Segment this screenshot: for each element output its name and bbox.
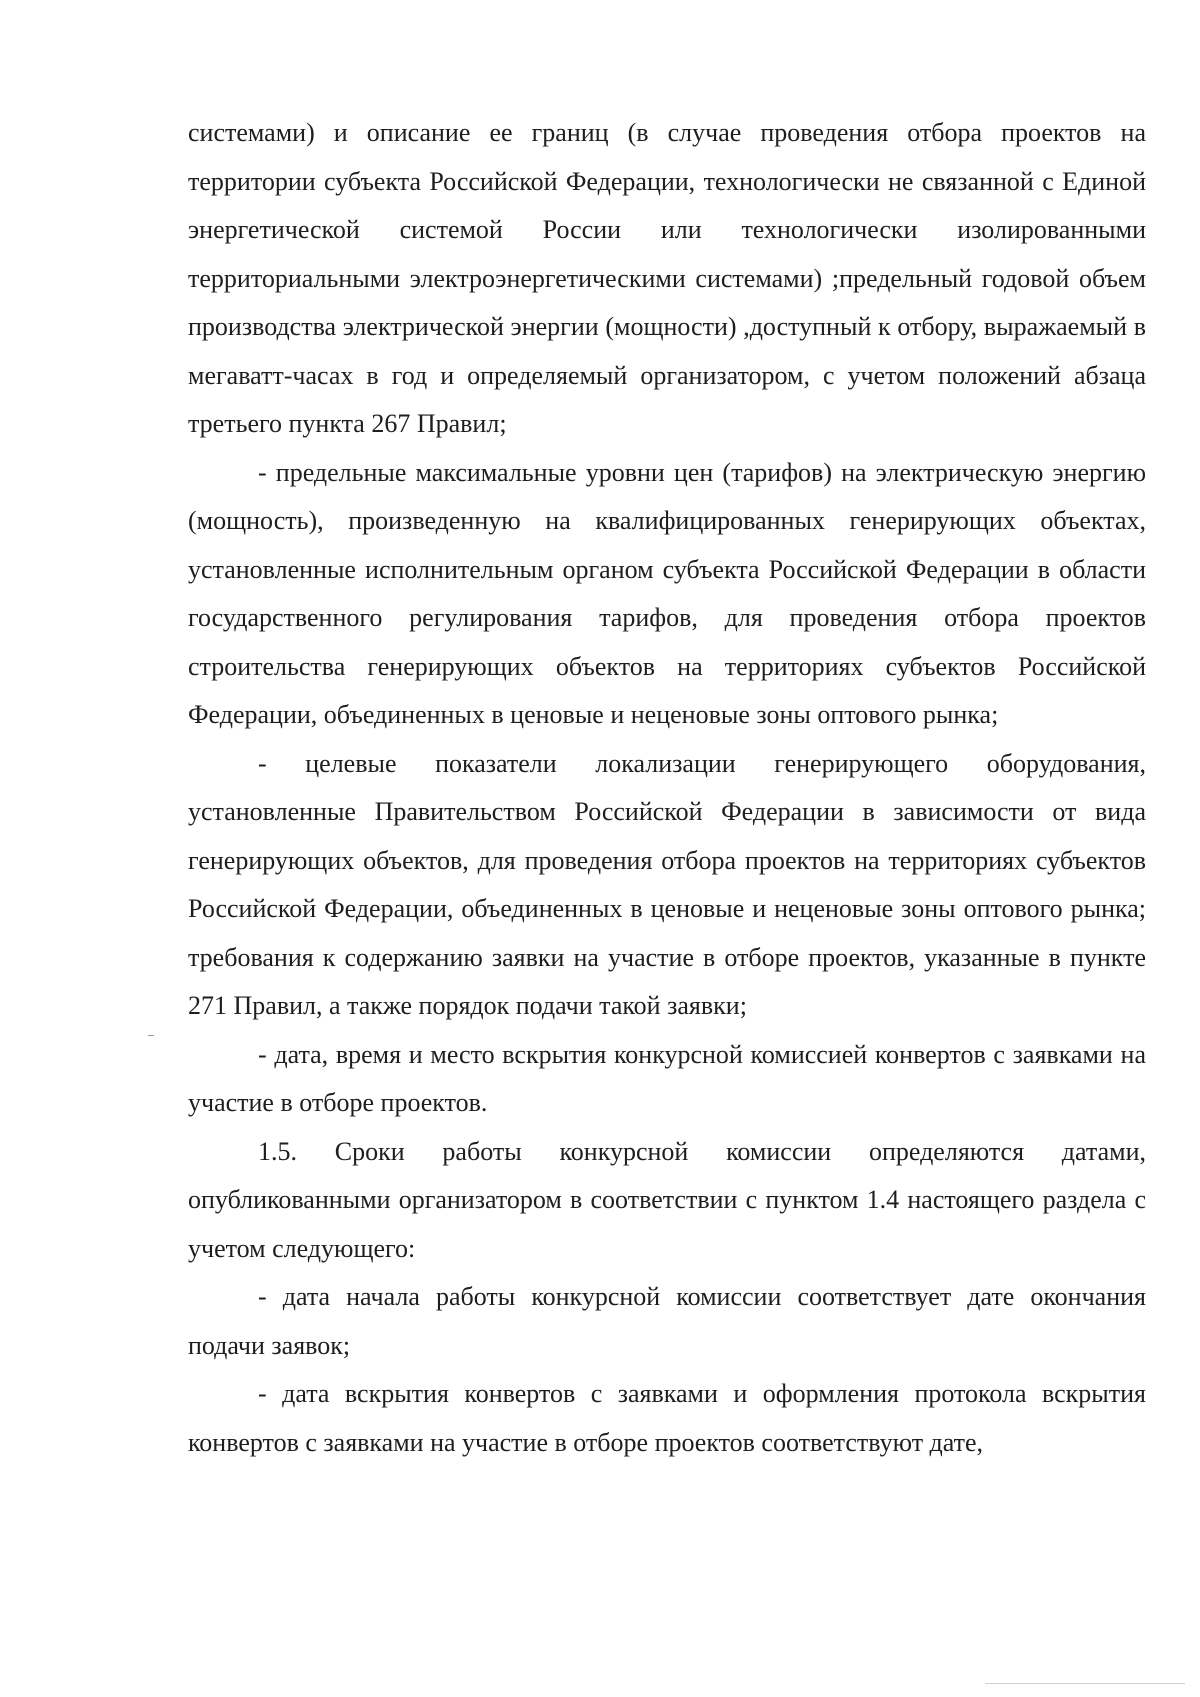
document-body (188, 109, 1146, 1467)
paragraph-price-limits: - предельные максимальные уровни цен (тарифов) на электрическую энергию (мощность), произведенную на квалифицированных генерирующих объектах, установленные исполнительным органом субъекта Российской Федерации в области государственного регулирования тарифов, для проведения отбора проектов строительства генерирующих объектов на территориях субъектов Российской Федерации, объединенных в ценовые и неценовые зоны оптового рынка; (188, 457, 1146, 729)
paragraph-zone-boundaries: системами) и описание ее границ (в случае проведения отбора проектов на территории субъекта Российской Федерации, технологически не связанной с Единой энергетической системой России или технологически изолированными территориальными электроэнергетическими системами) ;предельный годовой объем производства электрической энергии (мощности) ,доступный к отбору, выражаемый в мегаватт-часах в год и определяемый организатором, с учетом положений абзаца третьего пункта 267 Правил; (188, 118, 1146, 438)
paragraph-opening-protocol: - дата вскрытия конвертов с заявками и оформления протокола вскрытия конвертов с заявками на участие в отборе проектов соответствуют дате, (188, 1379, 1146, 1457)
paragraph-section-1-5: 1.5. Сроки работы конкурсной комиссии определяются датами, опубликованными организатором в соответствии с пунктом 1.4 настоящего раздела с учетом следующего: (188, 1136, 1146, 1263)
paragraph-envelope-opening: - дата, время и место вскрытия конкурсной комиссией конвертов с заявками на участие в отборе проектов. (188, 1039, 1146, 1117)
scan-artifact-left (148, 1035, 154, 1036)
paragraph-localization-targets: - целевые показатели локализации генерирующего оборудования, установленные Правительством Российской Федерации в зависимости от вида генерирующих объектов, для проведения отбора проектов на территориях субъектов Российской Федерации, объединенных в ценовые и неценовые зоны оптового рынка; требования к содержанию заявки на участие в отборе проектов, указанные в пункте 271 Правил, а также порядок подачи такой заявки; (188, 748, 1146, 1020)
paragraph-commission-start: - дата начала работы конкурсной комиссии соответствует дате окончания подачи заявок; (188, 1282, 1146, 1360)
scan-artifact-bottom (985, 1683, 1185, 1684)
